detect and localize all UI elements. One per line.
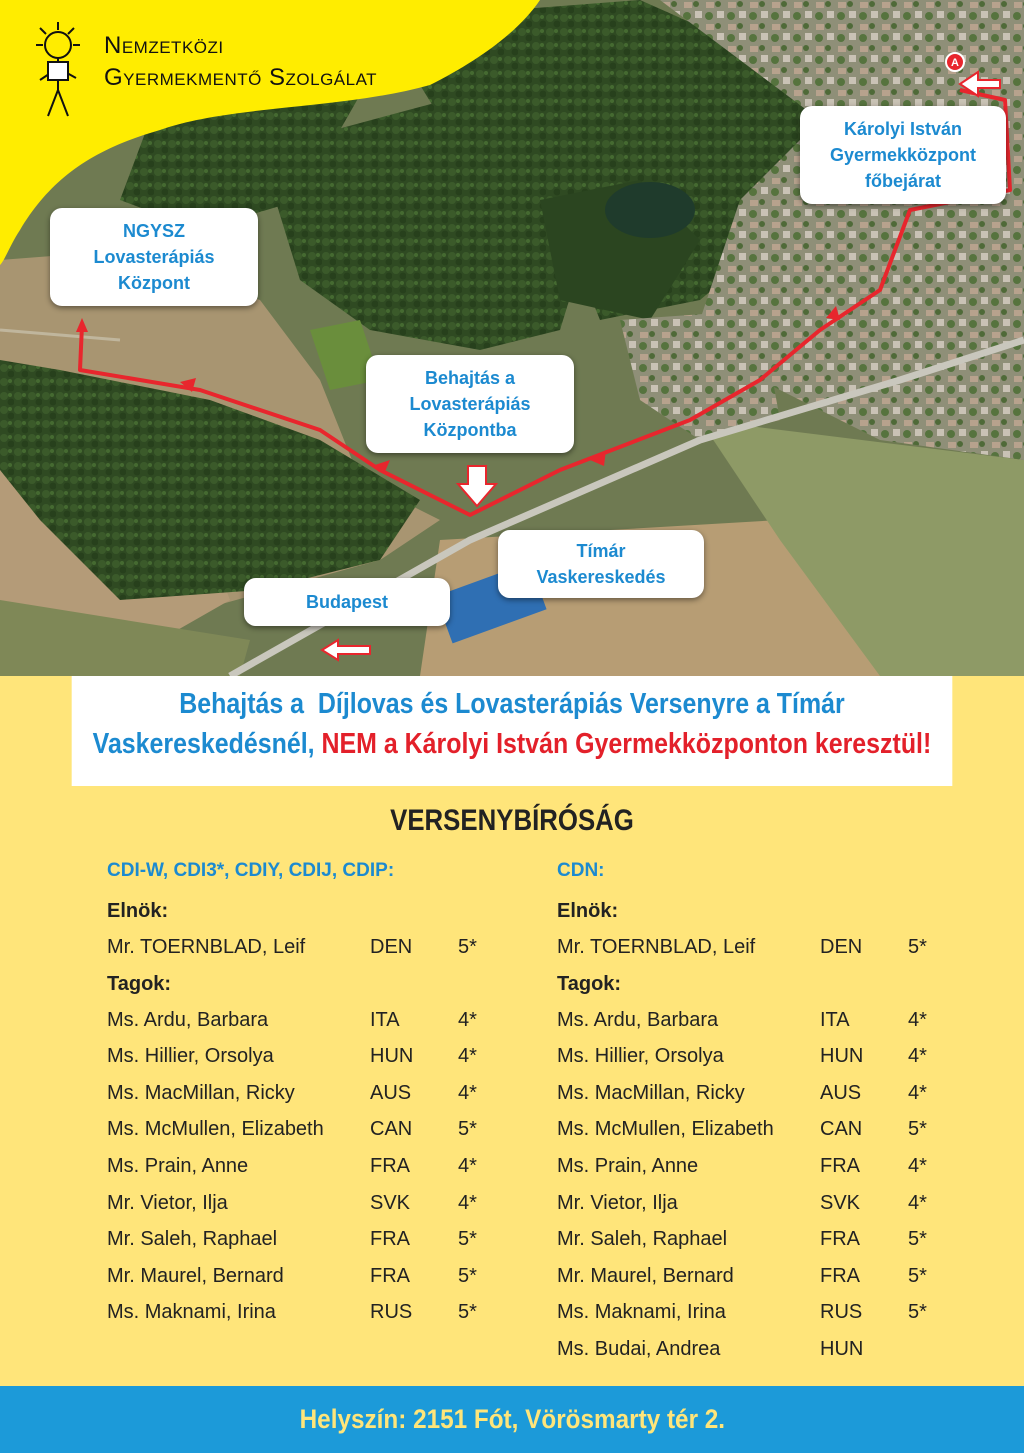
judge-nation: FRA [370, 1228, 410, 1251]
judge-level: 4* [908, 1008, 927, 1031]
judge-nation: DEN [370, 936, 413, 958]
judge-nation: FRA [820, 1154, 860, 1177]
judge-name: Mr. TOERNBLAD, Leif [107, 936, 306, 958]
judge-row [557, 1331, 997, 1368]
judge-name: Ms. Prain, Anne [107, 1154, 249, 1177]
chair-label: Elnök: [557, 900, 619, 922]
judge-name: Ms. Ardu, Barbara [107, 1008, 269, 1031]
callout-timar [498, 530, 704, 598]
judge-nation: DEN [820, 936, 863, 958]
judge-row [107, 1002, 547, 1039]
judge-name: Mr. Saleh, Raphael [107, 1228, 278, 1251]
judge-row [557, 1111, 997, 1148]
judge-row [557, 1148, 997, 1185]
chair-label: Elnök: [107, 900, 169, 922]
judge-row [107, 1075, 547, 1112]
judge-row [107, 1148, 547, 1185]
judge-nation: AUS [820, 1081, 862, 1104]
judge-level: 4* [458, 1191, 477, 1214]
judge-name: Mr. TOERNBLAD, Leif [557, 936, 756, 958]
jury-column-right [557, 856, 997, 1368]
judge-level: 4* [908, 1081, 927, 1104]
judge-name: Ms. Hillier, Orsolya [107, 1045, 274, 1068]
judge-level: 5* [458, 1264, 477, 1287]
jury-title: VERSENYBÍRÓSÁG [390, 804, 634, 837]
judge-name: Ms. Budai, Andrea [557, 1337, 721, 1360]
judge-row [557, 1002, 997, 1039]
footer-text: Helyszín: 2151 Fót, Vörösmarty tér 2. [299, 1404, 725, 1434]
judge-level: 5* [458, 1301, 477, 1324]
judge-nation: HUN [820, 1337, 864, 1360]
judge-nation: AUS [370, 1081, 412, 1104]
judge-level: 4* [908, 1045, 927, 1068]
notice-line2-blue: Vaskereskedésnél, [92, 728, 322, 760]
judge-row [107, 1221, 547, 1258]
judge-row [107, 1111, 547, 1148]
judge-name: Ms. McMullen, Elizabeth [557, 1118, 774, 1141]
chair-row [107, 929, 547, 966]
callout-behajtas-text: Behajtás a Lovasterápiás Központba [409, 368, 531, 440]
callout-budapest-text: Budapest [305, 592, 388, 612]
judge-name: Ms. MacMillan, Ricky [557, 1081, 745, 1104]
judge-nation: RUS [820, 1301, 863, 1324]
judge-level: 5* [908, 936, 927, 958]
judge-row [557, 1221, 997, 1258]
judge-name: Ms. MacMillan, Ricky [107, 1081, 295, 1104]
judge-level: 4* [908, 1191, 927, 1214]
judge-level: 4* [908, 1154, 927, 1177]
judge-row [107, 1038, 547, 1075]
judge-nation: SVK [820, 1191, 861, 1214]
judge-nation: HUN [370, 1045, 414, 1068]
members-label: Tagok: [107, 972, 172, 995]
judge-row [107, 1294, 547, 1331]
judge-name: Ms. Ardu, Barbara [557, 1008, 719, 1031]
judge-nation: HUN [820, 1045, 864, 1068]
judge-row [557, 1258, 997, 1295]
judge-row [557, 1294, 997, 1331]
judge-row [557, 1185, 997, 1222]
judge-name: Mr. Saleh, Raphael [557, 1228, 728, 1251]
judge-name: Mr. Vietor, Ilja [107, 1191, 228, 1214]
judge-level: 5* [908, 1264, 927, 1287]
notice-line2 [72, 724, 953, 764]
judge-name: Ms. Maknami, Irina [107, 1301, 276, 1324]
directions-notice [72, 676, 953, 786]
judge-level: 4* [458, 1008, 477, 1031]
judge-nation: FRA [370, 1154, 410, 1177]
footer-address [0, 1386, 1024, 1453]
column-heading: CDN: [557, 860, 605, 881]
judge-nation: FRA [820, 1228, 860, 1251]
jury-section [0, 786, 1024, 1386]
judge-row [107, 1185, 547, 1222]
org-name-line1: Nemzetközi [104, 32, 224, 59]
chair-row [557, 929, 997, 966]
judge-name: Ms. Hillier, Orsolya [557, 1045, 724, 1068]
notice-line2-red: NEM a Károlyi István Gyermekközponton keresztül! [321, 728, 932, 760]
judge-row [557, 1075, 997, 1112]
judge-row [557, 1038, 997, 1075]
judge-level: 4* [458, 1045, 477, 1068]
members-label: Tagok: [557, 972, 622, 995]
judge-nation: FRA [820, 1264, 860, 1287]
judge-level: 5* [458, 936, 477, 958]
judge-nation: SVK [370, 1191, 411, 1214]
judge-name: Mr. Maurel, Bernard [557, 1264, 734, 1287]
judge-level: 4* [458, 1081, 477, 1104]
judge-nation: FRA [370, 1264, 410, 1287]
judge-nation: ITA [820, 1008, 850, 1031]
column-heading: CDI-W, CDI3*, CDIY, CDIJ, CDIP: [107, 860, 395, 881]
judge-name: Ms. Prain, Anne [557, 1154, 699, 1177]
callout-behajtas [366, 355, 574, 453]
judge-level: 5* [908, 1228, 927, 1251]
callout-timar-text: Tímár Vaskereskedés [536, 541, 666, 587]
callout-ngysz [50, 208, 258, 306]
judge-name: Ms. Maknami, Irina [557, 1301, 726, 1324]
judge-nation: CAN [370, 1118, 413, 1141]
judge-level: 5* [908, 1118, 927, 1141]
judge-level: 5* [458, 1118, 477, 1141]
judge-nation: ITA [370, 1008, 400, 1031]
judge-nation: RUS [370, 1301, 413, 1324]
judge-level: 5* [908, 1301, 927, 1324]
judge-level: 5* [458, 1228, 477, 1251]
judge-row [107, 1258, 547, 1295]
notice-line1: Behajtás a Díjlovas és Lovasterápiás Versenyre a Tímár [179, 688, 845, 720]
org-name [104, 30, 377, 94]
callout-ngysz-text: NGYSZ Lovasterápiás Központ [93, 221, 215, 293]
jury-column-left [107, 856, 547, 1331]
judge-name: Ms. McMullen, Elizabeth [107, 1118, 324, 1141]
org-name-line2: Gyermekmentő Szolgálat [104, 64, 378, 91]
judge-name: Mr. Vietor, Ilja [557, 1191, 678, 1214]
callout-karolyi [800, 106, 1006, 204]
start-marker-letter: A [951, 57, 959, 69]
judge-level: 4* [458, 1154, 477, 1177]
judge-nation: CAN [820, 1118, 863, 1141]
judge-name: Mr. Maurel, Bernard [107, 1264, 284, 1287]
aerial-map [0, 0, 1024, 676]
callout-budapest [244, 578, 450, 626]
callout-karolyi-text: Károlyi István Gyermekközpont főbejárat [829, 119, 977, 191]
